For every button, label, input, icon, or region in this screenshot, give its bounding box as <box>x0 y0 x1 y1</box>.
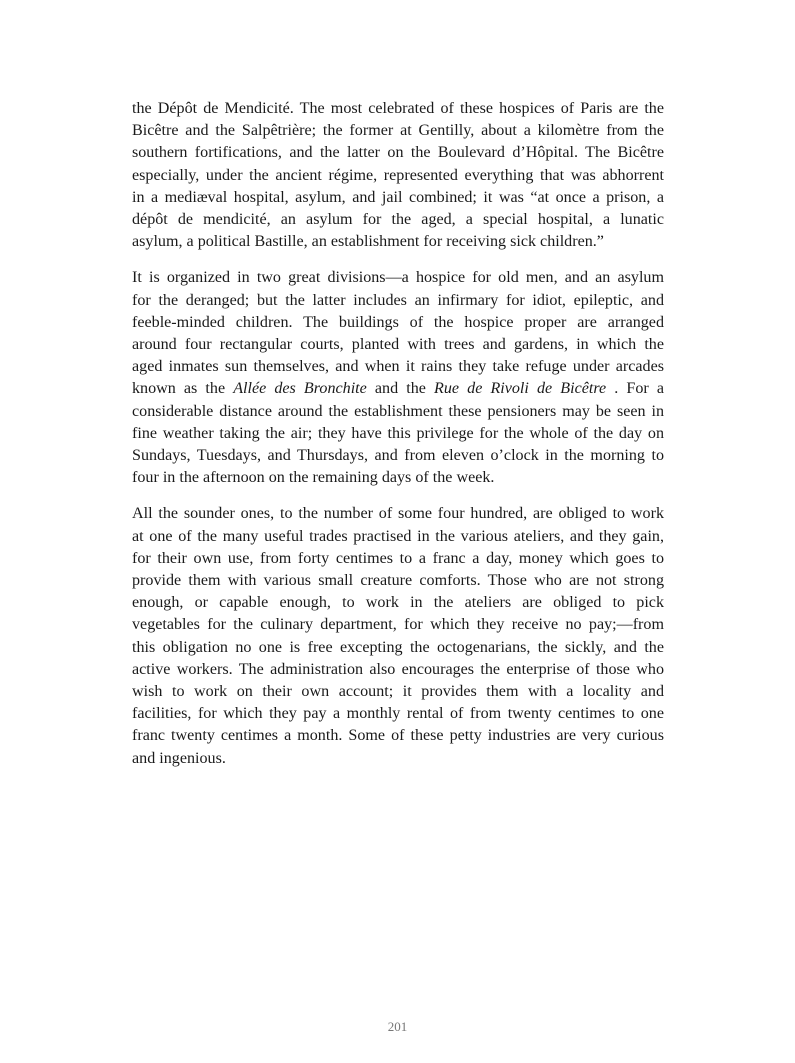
text-line: active workers. The administration also encourages the enterprise of those who <box>132 660 664 678</box>
text-line: provide them with various small creature comforts. Those who are not strong <box>132 572 664 590</box>
text-line: the Dépôt de Mendicité. The most celebrated of these hospices of Paris are the <box>132 100 664 117</box>
text-line: around four rectangular courts, planted with trees and gardens, in which the <box>132 336 664 354</box>
text-line: Bicêtre and the Salpêtrière; the former at Gentilly, about a kilomètre from the <box>132 122 664 140</box>
text-line: for their own use, from forty centimes to a franc a day, money which goes to <box>132 549 664 567</box>
text-line: Sundays, Tuesdays, and Thursdays, and from eleven o’clock in the morning to <box>132 447 664 465</box>
text-line: and ingenious. <box>132 749 226 767</box>
text-line: asylum, a political Bastille, an establishment for receiving sick children.” <box>132 233 604 251</box>
text-line: in a mediæval hospital, asylum, and jail combined; it was “at once a prison, a <box>132 188 664 206</box>
text-line: especially, under the ancient régime, represented everything that was abhorrent <box>132 166 664 184</box>
text-line: franc twenty centimes a month. Some of these petty industries are very curious <box>132 727 664 745</box>
italic-place-name: Allée des Bronchite <box>233 380 367 398</box>
text-line: It is organized in two great divisions—a hospice for old men, and an asylum <box>132 269 664 287</box>
text-line: enough, or capable enough, to work in the ateliers are obliged to pick <box>132 594 664 612</box>
text-line: four in the afternoon on the remaining days of the week. <box>132 469 495 487</box>
paragraph-1 <box>132 98 664 253</box>
text-line: All the sounder ones, to the number of some four hundred, are obliged to work <box>132 505 664 523</box>
text-line: considerable distance around the establishment these pensioners may be seen in <box>132 402 664 420</box>
page-body <box>132 98 664 784</box>
text-line: vegetables for the culinary department, for which they receive no pay;—from <box>132 616 664 634</box>
text-line: southern fortifications, and the latter on the Boulevard d’Hôpital. The Bicêtre <box>132 144 664 162</box>
paragraph-2 <box>132 267 664 489</box>
text-line: at one of the many useful trades practised in the various ateliers, and they gain, <box>132 527 664 545</box>
text-line: dépôt de mendicité, an asylum for the aged, a special hospital, a lunatic <box>132 211 664 229</box>
text-line: for the deranged; but the latter includes an infirmary for idiot, epileptic, and <box>132 291 664 309</box>
text-run: and the <box>366 380 435 398</box>
italic-place-name: Rue de Rivoli de Bicêtre <box>434 380 607 398</box>
page-number: 201 <box>387 1019 408 1034</box>
text-line: wish to work on their own account; it provides them with a locality and <box>132 683 664 701</box>
paragraph-3 <box>132 503 664 769</box>
text-line: feeble-minded children. The buildings of the hospice proper are arranged <box>132 313 664 331</box>
text-line: facilities, for which they pay a monthly rental of from twenty centimes to one <box>132 705 664 723</box>
text-line: fine weather taking the air; they have this privilege for the whole of the day on <box>132 424 664 442</box>
text-line: aged inmates sun themselves, and when it rains they take refuge under arcades <box>132 358 664 376</box>
text-line-with-italics <box>132 378 664 400</box>
text-line: this obligation no one is free excepting the octogenarians, the sickly, and the <box>132 638 664 656</box>
text-run: known as the <box>132 380 234 398</box>
text-run: . For a <box>606 380 664 398</box>
